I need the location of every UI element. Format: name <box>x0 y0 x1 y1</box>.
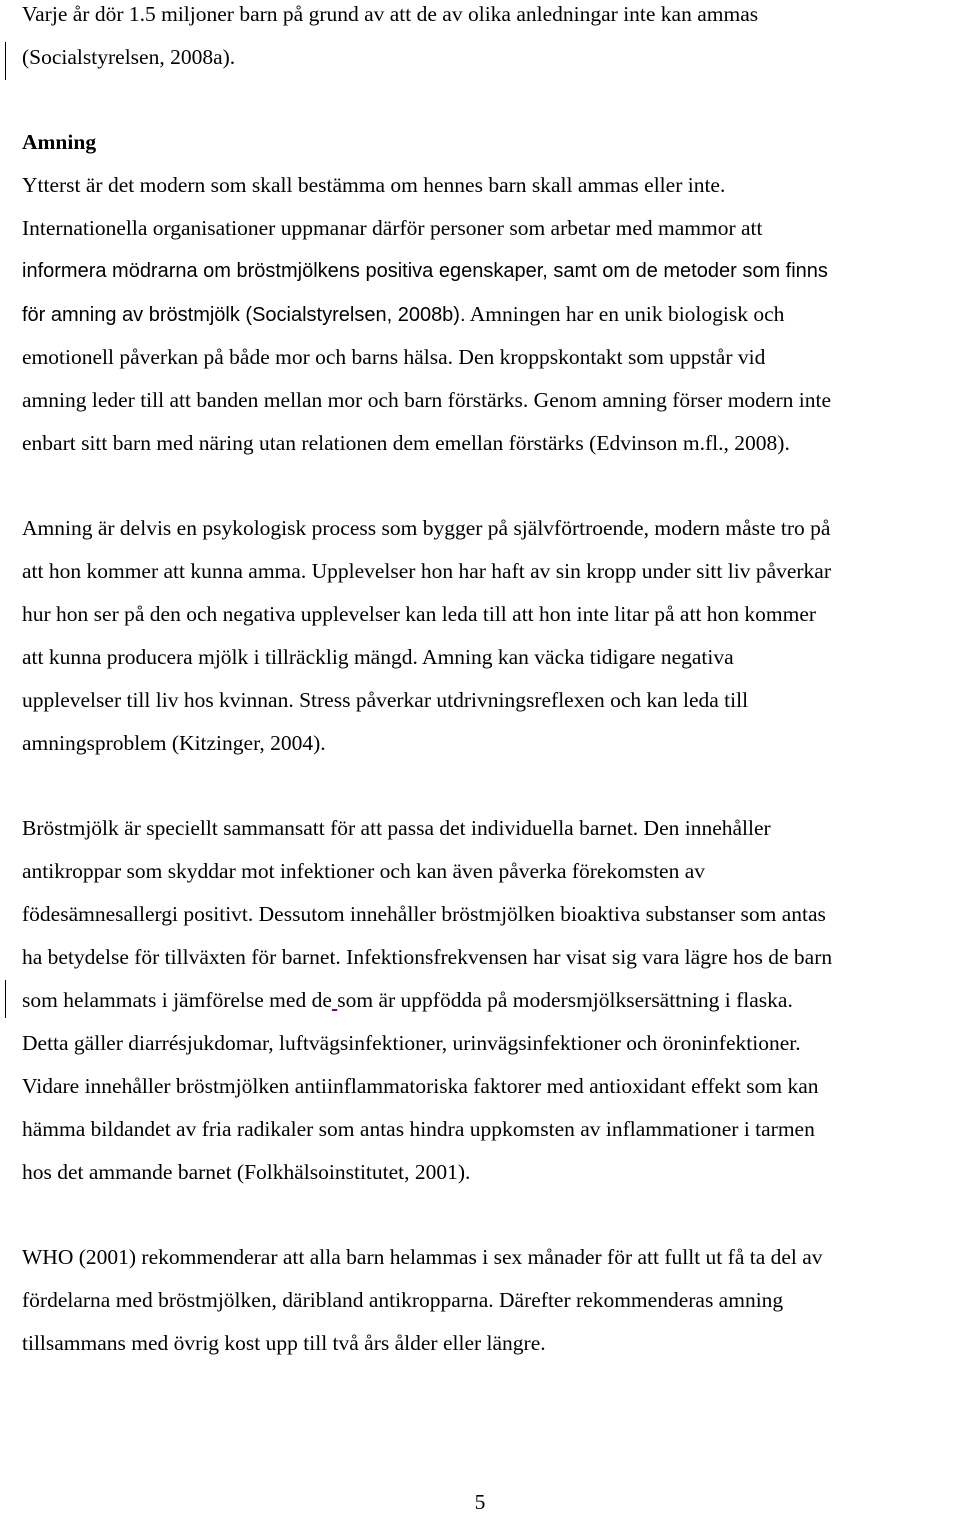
text-line: enbart sitt barn med näring utan relationen dem emellan förstärks (Edvinson m.fl., 2008). <box>22 431 790 455</box>
citation-text: för amning av bröstmjölk (Socialstyrelsen, 2008b). <box>22 304 466 326</box>
page-number: 5 <box>474 1490 486 1514</box>
text-line: att kunna producera mjölk i tillräcklig mängd. Amning kan väcka tidigare negativa <box>22 645 734 669</box>
intro-paragraph <box>22 0 957 79</box>
text-line: Detta gäller diarrésjukdomar, luftvägsinfektioner, urinvägsinfektioner och öroninfektioner. <box>22 1031 801 1055</box>
text-line: Vidare innehåller bröstmjölken antiinflammatoriska faktorer med antioxidant effekt som kan <box>22 1074 819 1098</box>
text-line: Ytterst är det modern som skall bestämma om hennes barn skall ammas eller inte. <box>22 173 726 197</box>
text-line: amning leder till att banden mellan mor och barn förstärks. Genom amning förser modern inte <box>22 388 832 412</box>
text-line: amningsproblem (Kitzinger, 2004). <box>22 731 326 755</box>
revision-bar <box>5 980 6 1018</box>
text-line: tillsammans med övrig kost upp till två års ålder eller längre. <box>22 1331 546 1355</box>
text-fragment: som är uppfödda på modersmjölksersättning i flaska. <box>337 988 793 1012</box>
text-line <box>22 979 957 1022</box>
paragraph-who <box>22 1236 957 1365</box>
text-line: informera mödrarna om bröstmjölkens positiva egenskaper, samt om de metoder som finns <box>22 260 828 282</box>
section-heading: Amning <box>22 130 97 154</box>
text-line: Internationella organisationer uppmanar därför personer som arbetar med mammor att <box>22 216 763 240</box>
paragraph-breastmilk <box>22 807 957 1194</box>
text-fragment: som helammats i jämförelse med de <box>22 988 332 1012</box>
text-line: hämma bildandet av fria radikaler som antas hindra uppkomsten av inflammationer i tarmen <box>22 1117 815 1141</box>
text-line: Amning är delvis en psykologisk process som bygger på självförtroende, modern måste tro på <box>22 516 831 540</box>
paragraph-psychology <box>22 507 957 765</box>
text-line: födesämnesallergi positivt. Dessutom innehåller bröstmjölken bioaktiva substanser som antas <box>22 902 826 926</box>
text-line: hur hon ser på den och negativa upplevelser kan leda till att hon inte litar på att hon kommer <box>22 602 817 626</box>
text-line: emotionell påverkan på både mor och barns hälsa. Den kroppskontakt som uppstår vid <box>22 345 766 369</box>
text-line: upplevelser till liv hos kvinnan. Stress påverkar utdrivningsreflexen och kan leda till <box>22 688 749 712</box>
text-line: fördelarna med bröstmjölken, däribland antikropparna. Därefter rekommenderas amning <box>22 1288 784 1312</box>
text-line: att hon kommer att kunna amma. Upplevelser hon har haft av sin kropp under sitt liv påverkar <box>22 559 832 583</box>
text-line: Bröstmjölk är speciellt sammansatt för att passa det individuella barnet. Den innehåller <box>22 816 771 840</box>
text-line: hos det ammande barnet (Folkhälsoinstitutet, 2001). <box>22 1160 471 1184</box>
text-line: ha betydelse för tillväxten för barnet. Infektionsfrekvensen har visat sig vara lägre hos de barn <box>22 945 833 969</box>
section-amning <box>22 121 957 465</box>
text-line: Varje år dör 1.5 miljoner barn på grund av att de av olika anledningar inte kan ammas <box>22 2 759 26</box>
text-line <box>22 293 957 336</box>
text-fragment: Amningen har en unik biologisk och <box>465 302 785 326</box>
text-line: antikroppar som skyddar mot infektioner och kan även påverka förekomsten av <box>22 859 706 883</box>
text-line: WHO (2001) rekommenderar att alla barn helammas i sex månader för att fullt ut få ta del av <box>22 1245 823 1269</box>
text-line: (Socialstyrelsen, 2008a). <box>22 45 236 69</box>
revision-bar <box>5 42 6 80</box>
